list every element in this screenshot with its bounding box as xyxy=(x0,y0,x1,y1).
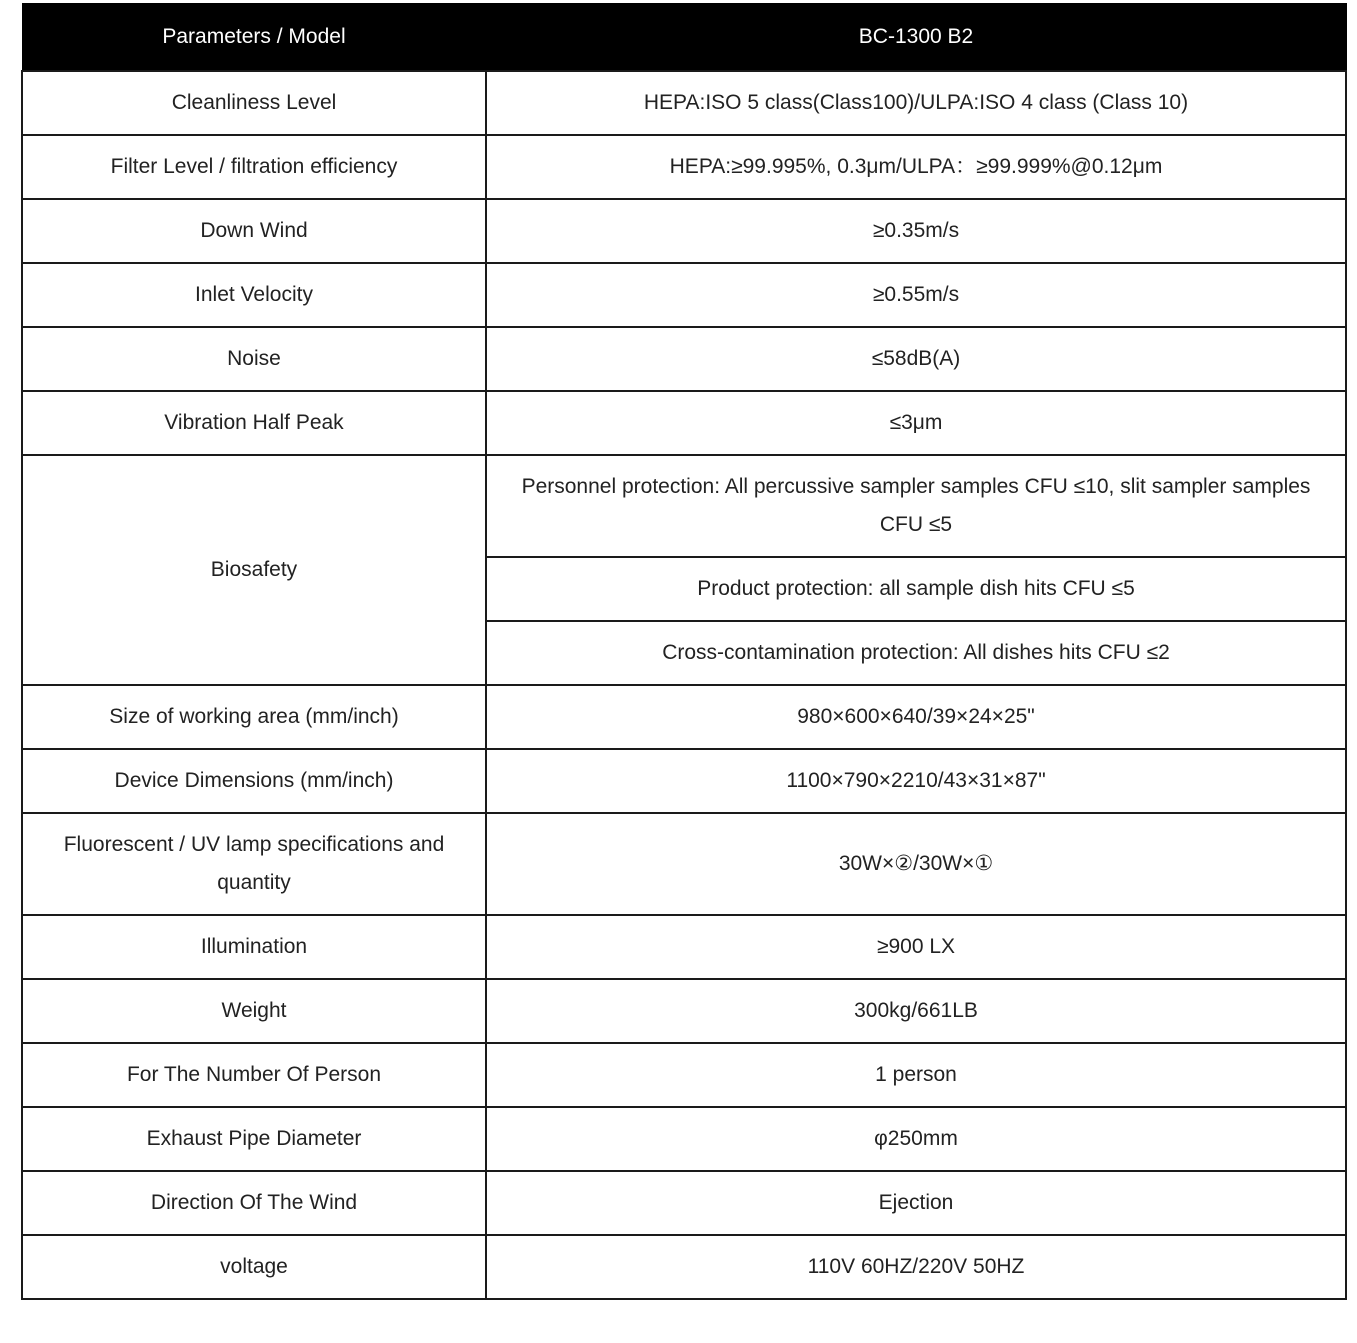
row-value: 980×600×640/39×24×25" xyxy=(486,685,1346,749)
row-value: HEPA:≥99.995%, 0.3μm/ULPA：≥99.999%@0.12μm xyxy=(486,135,1346,199)
row-label: Size of working area (mm/inch) xyxy=(22,685,486,749)
row-label: Illumination xyxy=(22,915,486,979)
row-label: Device Dimensions (mm/inch) xyxy=(22,749,486,813)
table-row xyxy=(22,813,1346,915)
row-label: Inlet Velocity xyxy=(22,263,486,327)
row-label: voltage xyxy=(22,1235,486,1299)
row-label: Biosafety xyxy=(22,455,486,685)
biosafety-personnel-value: Personnel protection: All percussive sampler samples CFU ≤10, slit sampler samples CFU ≤5 xyxy=(486,455,1346,557)
row-label: Vibration Half Peak xyxy=(22,391,486,455)
table-row xyxy=(22,685,1346,749)
table-row xyxy=(22,1235,1346,1299)
table-row xyxy=(22,455,1346,557)
row-label: Cleanliness Level xyxy=(22,71,486,135)
table-row xyxy=(22,199,1346,263)
row-value: φ250mm xyxy=(486,1107,1346,1171)
table-row xyxy=(22,749,1346,813)
row-label: Exhaust Pipe Diameter xyxy=(22,1107,486,1171)
row-value: ≥900 LX xyxy=(486,915,1346,979)
table-row xyxy=(22,979,1346,1043)
table-row xyxy=(22,1107,1346,1171)
biosafety-cross-contamination-value: Cross-contamination protection: All dishes hits CFU ≤2 xyxy=(486,621,1346,685)
row-label: Fluorescent / UV lamp specifications and quantity xyxy=(22,813,486,915)
row-value: ≥0.55m/s xyxy=(486,263,1346,327)
row-label: Down Wind xyxy=(22,199,486,263)
row-label: For The Number Of Person xyxy=(22,1043,486,1107)
row-value: 300kg/661LB xyxy=(486,979,1346,1043)
row-label: Direction Of The Wind xyxy=(22,1171,486,1235)
row-value: ≤58dB(A) xyxy=(486,327,1346,391)
row-label: Weight xyxy=(22,979,486,1043)
table-row xyxy=(22,391,1346,455)
row-label: Filter Level / filtration efficiency xyxy=(22,135,486,199)
table-row xyxy=(22,327,1346,391)
table-row xyxy=(22,135,1346,199)
specification-table xyxy=(21,3,1347,1300)
row-value: Ejection xyxy=(486,1171,1346,1235)
row-value: ≥0.35m/s xyxy=(486,199,1346,263)
row-value: 30W×②/30W×① xyxy=(486,813,1346,915)
row-value: 1100×790×2210/43×31×87" xyxy=(486,749,1346,813)
table-row xyxy=(22,1043,1346,1107)
table-header-row xyxy=(22,4,1346,72)
table-row xyxy=(22,71,1346,135)
table-row xyxy=(22,915,1346,979)
row-value: 110V 60HZ/220V 50HZ xyxy=(486,1235,1346,1299)
row-value: HEPA:ISO 5 class(Class100)/ULPA:ISO 4 class (Class 10) xyxy=(486,71,1346,135)
header-parameters-cell: Parameters / Model xyxy=(22,4,486,72)
header-model-cell: BC-1300 B2 xyxy=(486,4,1346,72)
biosafety-product-value: Product protection: all sample dish hits CFU ≤5 xyxy=(486,557,1346,621)
row-value: ≤3μm xyxy=(486,391,1346,455)
row-label: Noise xyxy=(22,327,486,391)
row-value: 1 person xyxy=(486,1043,1346,1107)
table-row xyxy=(22,263,1346,327)
table-row xyxy=(22,1171,1346,1235)
